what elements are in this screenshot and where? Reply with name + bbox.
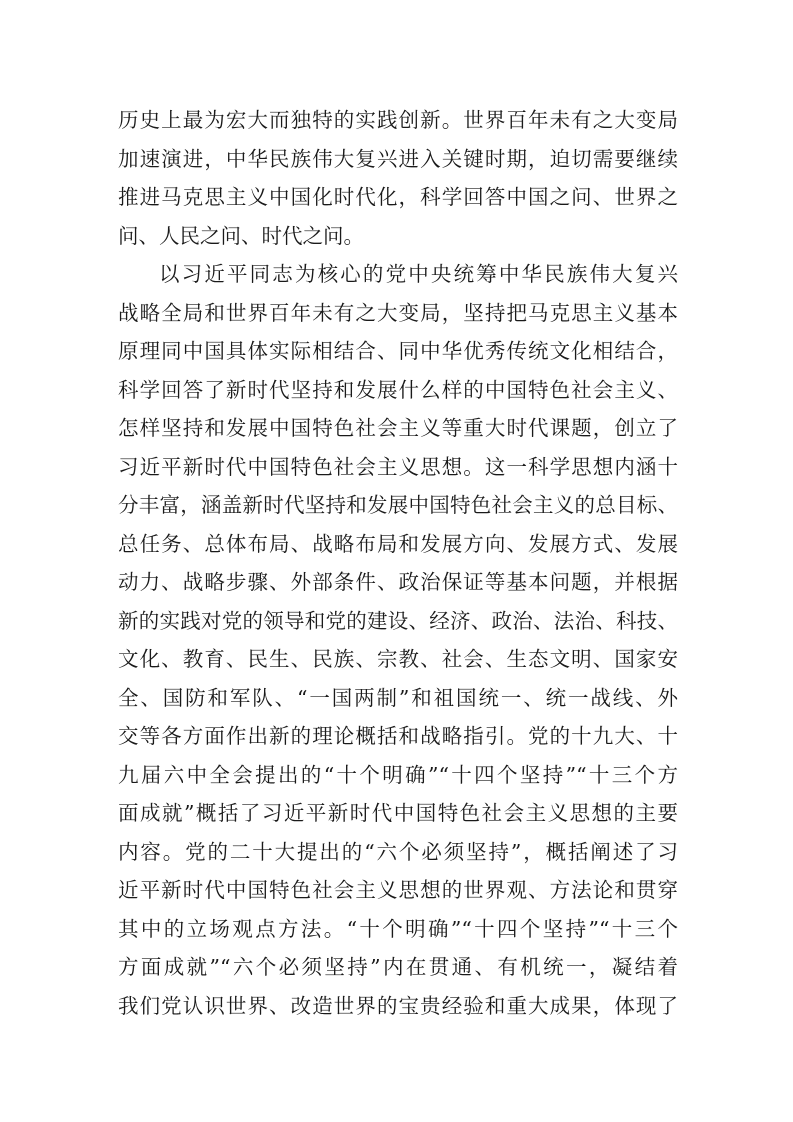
text-line: 九届六中全会提出的“十个明确”“十四个坚持”“十三个方 bbox=[118, 762, 678, 787]
text-line: 文化、教育、民生、民族、宗教、社会、生态文明、国家安 bbox=[118, 647, 678, 671]
text-line: 战略全局和世界百年未有之大变局，坚持把马克思主义基本 bbox=[118, 300, 678, 325]
body-text bbox=[118, 101, 678, 1025]
text-line: 推进马克思主义中国化时代化，科学回答中国之问、世界之 bbox=[118, 185, 678, 209]
text-line: 怎样坚持和发展中国特色社会主义等重大时代课题，创立了 bbox=[118, 416, 678, 440]
text-line: 加速演进，中华民族伟大复兴进入关键时期，迫切需要继续 bbox=[118, 146, 678, 171]
text-line: 原理同中国具体实际相结合、同中华优秀传统文化相结合， bbox=[118, 339, 678, 363]
paragraph-2 bbox=[118, 255, 678, 1025]
text-line: 近平新时代中国特色社会主义思想的世界观、方法论和贯穿 bbox=[118, 878, 678, 902]
text-line: 以习近平同志为核心的党中央统筹中华民族伟大复兴 bbox=[159, 262, 678, 286]
text-line: 交等各方面作出新的理论概括和战略指引。党的十九大、十 bbox=[118, 724, 678, 748]
text-line: 习近平新时代中国特色社会主义思想。这一科学思想内涵十 bbox=[118, 454, 678, 479]
text-line: 总任务、总体布局、战略布局和发展方向、发展方式、发展 bbox=[118, 531, 678, 556]
text-line: 问、人民之问、时代之问。 bbox=[118, 223, 364, 248]
text-line: 科学回答了新时代坚持和发展什么样的中国特色社会主义、 bbox=[118, 377, 678, 402]
text-line: 分丰富，涵盖新时代坚持和发展中国特色社会主义的总目标、 bbox=[118, 493, 678, 517]
text-line: 历史上最为宏大而独特的实践创新。世界百年未有之大变局 bbox=[118, 108, 678, 132]
text-line: 面成就”概括了习近平新时代中国特色社会主义思想的主要 bbox=[118, 801, 678, 825]
text-line: 方面成就”“六个必须坚持”内在贯通、有机统一，凝结着 bbox=[118, 955, 678, 979]
text-line: 我们党认识世界、改造世界的宝贵经验和重大成果，体现了 bbox=[118, 993, 678, 1018]
text-line: 其中的立场观点方法。“十个明确”“十四个坚持”“十三个 bbox=[118, 916, 678, 941]
text-line: 全、国防和军队、“一国两制”和祖国统一、统一战线、外 bbox=[118, 685, 678, 710]
text-line: 内容。党的二十大提出的“六个必须坚持”，概括阐述了习 bbox=[118, 839, 678, 864]
text-line: 动力、战略步骤、外部条件、政治保证等基本问题，并根据 bbox=[118, 570, 678, 594]
paragraph-1 bbox=[118, 101, 678, 255]
text-line: 新的实践对党的领导和党的建设、经济、政治、法治、科技、 bbox=[118, 608, 678, 633]
